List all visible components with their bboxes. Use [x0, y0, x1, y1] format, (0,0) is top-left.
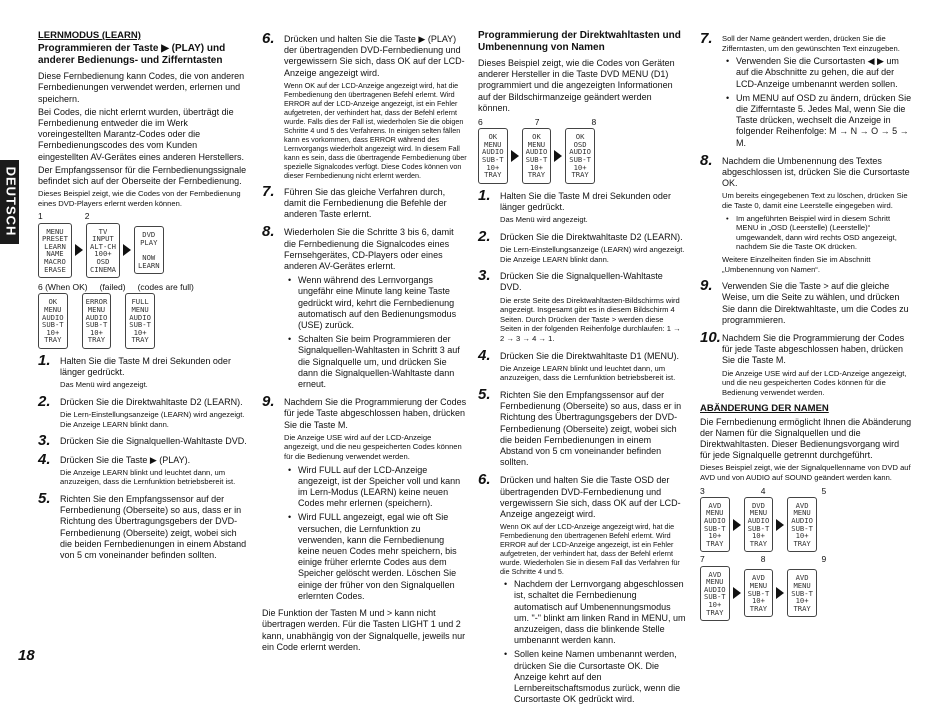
lcd-figure-row	[478, 117, 686, 184]
step-item: 6. Drücken und halten Sie die Taste OSD der übertragenden DVD-Fernbedienung und vergewissern Sie sich, dass OK auf der LCD-Anzeige angezeigt wird. Wenn OK auf der LCD-Anzeige angezeigt wird, hat die Fernbedienung den übertragenen Befehl erlernt. Wird ERROR auf der LCD-Anzeige angezeigt, ist ein Fehler aufgetreten, der verhindert hat, dass der Befehl erlernt wurde. Wiederholen Sie in diesem Fall das Verfahren für die Schritte 4 und 5. • Nachdem der Lernvorgang abgeschlossen ist, schaltet die Fernbedienung automatisch auf Umbenennungsmodus um. "-" blinkt am linken Rand in MENU, um anzuzeigen, dass die blinkende Stelle umbenannt werden kann. • Sollen keine Namen umbenannt werden, drücken Sie die Cursortaste OK. Die Anzeige kehrt auf den Lernbereitschaftsmodus zurück, wenn die Cursortaste OK gedrückt wird.	[478, 475, 686, 705]
column-4	[700, 30, 912, 621]
step-item: 8. Nachdem die Umbenennung des Textes abgeschlossen ist, drücken Sie die Cursortaste OK. Um bereits eingegebenen Text zu löschen, drücken Sie die Taste 0, damit eine Leerstelle eingegeben wird. • Im angeführten Beispiel wird in diesem Schritt MENU in „OSD (Leerstelle) (Leerstelle)“ umgewandelt, dann wird rechts OSD angezeigt, nachdem Sie die Taste OK drücken. Weitere Einzelheiten finden Sie im Abschnitt „Umbenennung von Namen“.	[700, 156, 912, 274]
bullet-item: • Wird FULL angezeigt, egal wie oft Sie versuchen, die Lernfunktion zu verwenden, kann die Fernbedienung keine neuen Codes mehr speichern, bis einige früher erlernte Codes aus dem Speicher gelöscht werden. Löschen Sie einige der früher von den Signalquellen erlernten Codes.	[284, 512, 467, 602]
figure-label: 8	[760, 554, 766, 565]
lcd-display: DVD PLAY NOW LEARN	[134, 226, 164, 274]
footer-paragraph: Die Funktion der Tasten M und > kann nicht übertragen werden. Für die Tasten LIGHT 1 und 2 kann, unabhängig von der Signalquelle, jeweils nur ein Code erlernt werden.	[262, 608, 466, 652]
figure-label: 6	[478, 117, 483, 128]
language-side-tab	[0, 160, 19, 244]
figure-label: 6 (When OK)	[38, 282, 88, 293]
step-item: 2. Drücken Sie die Direktwahltaste D2 (LEARN). Die Lern-Einstellungsanzeige (LEARN) wird angezeigt. Die Anzeige LEARN blinkt dann.	[478, 227, 685, 264]
step-item: 2. Drücken Sie die Direktwahltaste D2 (LEARN). Die Lern-Einstellungsanzeige (LEARN) wird angezeigt. Die Anzeige LEARN blinkt dann.	[38, 392, 245, 429]
side-tab-label: DEUTSCH	[3, 166, 19, 237]
figure-label: 8	[591, 117, 597, 128]
paragraph: Bei Codes, die nicht erlernt wurden, überträgt die Fernbedienung entweder die im Werk voreingestellten Marantz-Codes oder die Fernbedienungscodes des vom Kunden eingestellten AV-Gerätes eines anderen Herstellers.	[38, 106, 244, 162]
step-item: 9. Verwenden Sie die Taste > auf die gleiche Weise, um die Seite zu wählen, und drücken Sie dann die Direktwahltaste, um die Codes zu programmieren.	[700, 277, 909, 325]
lcd-display: FULL MENU AUDIO SUB-T 10+ TRAY	[125, 293, 155, 349]
arrow-right-icon	[733, 519, 741, 531]
arrow-right-icon	[733, 587, 741, 599]
paragraph: Dieses Beispiel zeigt, wie der Signalquellenname von DVD auf AVD und von AUDIO auf SOUND geändert werden kann.	[700, 463, 911, 482]
step-item: 1. Halten Sie die Taste M drei Sekunden oder länger gedrückt. Das Menü wird angezeigt.	[478, 186, 671, 225]
step-item: 3. Drücken Sie die Signalquellen-Wahltaste DVD. Die erste Seite des Direktwahltasten-Bildschirms wird angezeigt. Insgesamt gibt es in diesem Bildschirm 4 Seiten. Durch Drücken der Taste > werden diese Seiten in der folgenden Reihenfolge durchlaufen: 1 → 2 → 3 → 4 → 1.	[478, 267, 681, 343]
arrow-right-icon	[554, 150, 562, 162]
lcd-display: MENU PRESET LEARN NAME MACRO ERASE	[38, 223, 72, 279]
figure-label: 5	[821, 485, 827, 496]
lcd-display: AVD MENU AUDIO SUB-T 10+ TRAY	[700, 566, 730, 622]
section-subheading: Programmierung der Direktwahltasten und Umbenennung von Namen	[478, 30, 681, 53]
figure-label: 1	[38, 211, 43, 222]
lcd-display: OK OSD AUDIO SUB-T 10+ TRAY	[565, 128, 595, 184]
lcd-figure-row	[700, 554, 912, 621]
step-item: 10. Nachdem Sie die Programmierung der Codes für jede Taste abgeschlossen haben, drücken Sie die Taste M. Die Anzeige USE wird auf der LCD-Anzeige angezeigt, und die neu gespeicherten Codes können für die Bedienung verwendet werden.	[700, 328, 907, 397]
step-item: 4. Drücken Sie die Taste ▶ (PLAY). Die Anzeige LEARN blinkt und leuchtet dann, um anzuzeigen, dass die Lernfunktion betriebsbereit ist.	[38, 450, 236, 487]
lcd-figure-row	[700, 486, 912, 553]
bullet-item: • Sollen keine Namen umbenannt werden, drücken Sie die Cursortaste OK. Die Anzeige kehrt auf den Lernbereitschaftsmodus zurück, wenn die Cursortaste OK gedrückt wird.	[500, 649, 686, 705]
bullet-item: • Wenn während des Lernvorgangs ungefähr eine Minute lang keine Taste gedrückt wird, kehrt die Fernbedienung automatisch auf den Bedienungsmodus (USE) zurück.	[284, 275, 467, 331]
step-item: 8. Wiederholen Sie die Schritte 3 bis 6, damit die Fernbedienung die Signalcodes eines Fernsehgerätes, CD-Players oder eines anderen AV-Gerätes erlernt. • Wenn während des Lernvorgangs ungefähr eine Minute lang keine Taste gedrückt wird, kehrt die Fernbedienung automatisch auf den Bedienungsmodus (USE) zurück. • Schalten Sie beim Programmieren der Signalquellen-Wahltasten in Schritt 3 auf die Signalquelle um, und drücken Sie dann die Signalquellen-Wahltaste dann erneut.	[262, 227, 467, 390]
figure-label: (codes are full)	[137, 282, 194, 293]
step-item: 7. Soll der Name geändert werden, drücken Sie die Zifferntasten, um den gewünschten Text einzugeben. • Verwenden Sie die Cursortasten ◀ ▶ um auf die Abschnitte zu gehen, die auf der LCD-Anzeige umbenannt werden sollen. • Um MENU auf OSD zu ändern, drücken Sie die Zifferntaste 5. Jedes Mal, wenn Sie die Taste drücken, wechselt die Anzeige in folgender Reihenfolge: M → N → O → 5 → M.	[700, 34, 912, 149]
lcd-figure-row-1	[38, 211, 248, 278]
figure-label: 3	[700, 485, 705, 496]
bullet-item: • Schalten Sie beim Programmieren der Signalquellen-Wahltasten in Schritt 3 auf die Signalquelle um, und drücken Sie dann die Signalquellen-Wahltaste dann erneut.	[284, 334, 467, 390]
step-item: 5. Richten Sie den Empfangssensor auf der Fernbedienung (Oberseite) so aus, dass er in Richtung des Übertragungsgebers der DVD-Fernbedienung (Oberseite) zeigt, wobei sich die beiden Fernbedienungen in einem Abstand von 5 cm voneinander befinden sollten.	[38, 489, 247, 560]
paragraph: Die Fernbedienung ermöglicht Ihnen die Abänderung der Namen für die Signalquellen und die Direktwahltasten. Dieser Bedienungsvorgang wird für jede Signalquelle getrennt durchgeführt.	[700, 416, 912, 461]
intro-paragraph: Diese Fernbedienung kann Codes, die von anderen Fernbedienungen verwendet werden, erlernen und speichern.	[38, 71, 245, 104]
column-1	[38, 30, 248, 564]
column-2	[262, 30, 467, 655]
lcd-figure-row-2	[38, 282, 248, 349]
figure-label: 9	[821, 554, 827, 565]
lcd-display: TV INPUT ALT-CH 100+ OSD CINEMA	[86, 223, 120, 279]
figure-label: 7	[700, 554, 705, 565]
figure-label: 4	[760, 485, 766, 496]
paragraph: Der Empfangssensor für die Fernbedienungssignale befindet sich auf der Oberseite der Fernbedienung.	[38, 164, 247, 187]
section-heading-rename: ABÄNDERUNG DER NAMEN	[700, 403, 829, 415]
lcd-display: AVD MENU AUDIO SUB-T 10+ TRAY	[787, 497, 817, 553]
bullet-item: • Im angeführten Beispiel wird in diesem Schritt MENU in „OSD (Leerstelle) (Leerstelle)“ umgewandelt, dann wird rechts OSD angezeigt, nachdem Sie die Taste OK drücken.	[722, 214, 912, 252]
bullet-item: • Um MENU auf OSD zu ändern, drücken Sie die Zifferntaste 5. Jedes Mal, wenn Sie die Taste drücken, wechselt die Anzeige in folgender Reihenfolge: M → N → O → 5 → M.	[722, 93, 912, 149]
lcd-display: ERROR MENU AUDIO SUB-T 10+ TRAY	[82, 293, 112, 349]
note: Weitere Einzelheiten finden Sie im Abschnitt „Umbenennung von Namen“.	[722, 254, 871, 274]
section-subheading: Programmieren der Taste ▶ (PLAY) und anderer Bedienungs- und Zifferntasten	[38, 43, 226, 66]
figure-label: (failed)	[99, 282, 126, 293]
page-number: 18	[18, 647, 35, 664]
step-item: 6. Drücken und halten Sie die Taste ▶ (PLAY) der übertragenden DVD-Fernbedienung und vergewissern Sie sich, dass OK auf der LCD-Anzeige angezeigt wird. Wenn OK auf der LCD-Anzeige angezeigt wird, hat die Fernbedienung den übertragenen Befehl erlernt. Wird ERROR auf der LCD-Anzeige angezeigt, ist ein Fehler aufgetreten, der verhindert hat, dass der Befehl erlernt wurde. Falls dies der Fall ist, wiederholen Sie die obigen Schritte 4 und 5 des Verfahrens. In einigen selten fällen kann es vorkommen, dass ERROR während des Lernvorgangs wiederholt angezeigt wird. In diesem Fall kann es sein, dass die übertragende Fernbedienung über spezielle Signalcodes verfügt. Diese Codes können von dieser Fernbedienung nicht erlernt werden.	[262, 30, 467, 180]
column-3	[478, 30, 686, 708]
lcd-display: AVD MENU AUDIO SUB-T 10+ TRAY	[700, 497, 730, 553]
step-item: 9. Nachdem Sie die Programmierung der Codes für jede Taste abgeschlossen haben, drücken Sie die Taste M. Die Anzeige USE wird auf der LCD-Anzeige angezeigt, und die neu gespeicherten Codes können für die Bedienung verwendet werden. • Wird FULL auf der LCD-Anzeige angezeigt, ist der Speicher voll und kann im Lern-Modus (LEARN) keine neuen Codes mehr erlernen (speichern). • Wird FULL angezeigt, egal wie oft Sie versuchen, die Lernfunktion zu verwenden, kann die Fernbedienung keine neuen Codes mehr speichern, bis einige früher erlernte Codes aus dem Speicher gelöscht werden. Löschen Sie einige der früher von den Signalquellen erlernten Codes.	[262, 397, 467, 602]
arrow-right-icon	[511, 150, 519, 162]
step-item: 1. Halten Sie die Taste M drei Sekunden oder länger gedrückt. Das Menü wird angezeigt.	[38, 351, 231, 390]
bullet-item: • Wird FULL auf der LCD-Anzeige angezeigt, ist der Speicher voll und kann im Lern-Modus (LEARN) keine neuen Codes mehr erlernen (speichern).	[284, 465, 467, 510]
bullet-item: • Verwenden Sie die Cursortasten ◀ ▶ um auf die Abschnitte zu gehen, die auf der LCD-Anzeige umbenannt werden sollen.	[722, 56, 912, 90]
step-item: 4. Drücken Sie die Direktwahltaste D1 (MENU). Die Anzeige LEARN blinkt und leuchtet dann, um anzuzeigen, dass die Lernfunktion betriebsbereit ist.	[478, 346, 680, 383]
paragraph: Dieses Beispiel zeigt, wie die Codes von der Fernbedienung eines DVD-Players erlernt werden können.	[38, 189, 241, 208]
section-heading-learn: LERNMODUS (LEARN)	[38, 30, 141, 41]
lcd-display: OK MENU AUDIO SUB-T 10+ TRAY	[478, 128, 508, 184]
arrow-right-icon	[123, 244, 131, 256]
arrow-right-icon	[776, 587, 784, 599]
step-item: 5. Richten Sie den Empfangssensor auf der Fernbedienung (Oberseite) so aus, dass er in Richtung des Übertragungsgebers der DVD-Fernbedienung (Oberseite) zeigt, wobei sich die beiden Fernbedienungen in einem Abstand von 5 cm voneinander befinden sollten.	[478, 385, 682, 468]
figure-label: 2	[84, 211, 90, 222]
intro-paragraph: Dieses Beispiel zeigt, wie die Codes von Geräten anderer Hersteller in die Taste DVD MENU (D1) programmiert und die angezeigten Informationen auf der Bildschirmanzeige geändert werden können.	[478, 58, 675, 113]
arrow-right-icon	[75, 244, 83, 256]
step-item: 7. Führen Sie das gleiche Verfahren durch, damit die Fernbedienung die Befehle der anderen Taste erlernt.	[262, 182, 447, 220]
lcd-display: AVD MENU SUB-T 10+ TRAY	[744, 569, 774, 617]
lcd-display: AVD MENU SUB-T 10+ TRAY	[787, 569, 817, 617]
step-item: 3. Drücken Sie die Signalquellen-Wahltaste DVD.	[38, 432, 247, 450]
arrow-right-icon	[776, 519, 784, 531]
bullet-item: • Nachdem der Lernvorgang abgeschlossen ist, schaltet die Fernbedienung automatisch auf Umbenennungsmodus um. "-" blinkt am linken Rand in MENU, um anzuzeigen, dass die blinkende Stelle umbenannt werden kann.	[500, 579, 686, 646]
lcd-display: OK MENU AUDIO SUB-T 10+ TRAY	[38, 293, 68, 349]
figure-label: 7	[534, 117, 540, 128]
lcd-display: OK MENU AUDIO SUB-T 10+ TRAY	[522, 128, 552, 184]
lcd-display: DVD MENU AUDIO SUB-T 10+ TRAY	[744, 497, 774, 553]
